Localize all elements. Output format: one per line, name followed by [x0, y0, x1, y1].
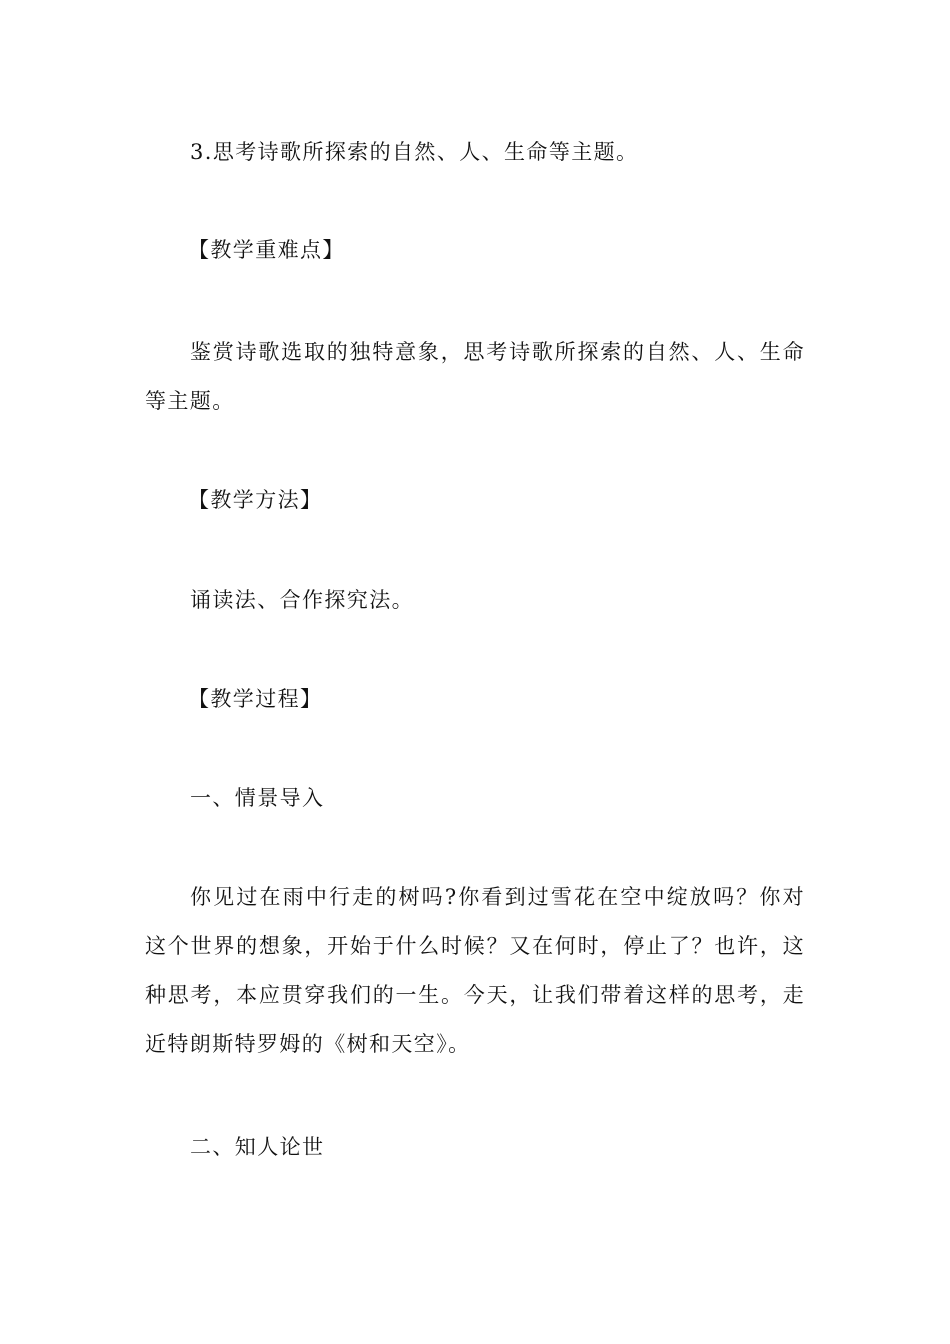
step-1-heading: 一、情景导入: [190, 786, 325, 810]
objective-3-text: 3.思考诗歌所探索的自然、人、生命等主题。: [190, 140, 639, 164]
step-2-heading: 二、知人论世: [190, 1135, 325, 1159]
step-1-paragraph: 你见过在雨中行走的树吗?你看到过雪花在空中绽放吗？你对这个世界的想象，开始于什么时候？又在何时，停止了？也许，这种思考，本应贯穿我们的一生。今天，让我们带着这样的思考，走近特朗斯特罗姆的《树和天空》。: [145, 885, 805, 1056]
methods-paragraph: 诵读法、合作探究法。: [190, 588, 414, 612]
section-heading-methods: 【教学方法】: [188, 488, 323, 512]
section-heading-process: 【教学过程】: [188, 687, 323, 711]
key-points-paragraph: 鉴赏诗歌选取的独特意象，思考诗歌所探索的自然、人、生命等主题。: [145, 340, 805, 413]
section-heading-key-points: 【教学重难点】: [188, 238, 345, 262]
